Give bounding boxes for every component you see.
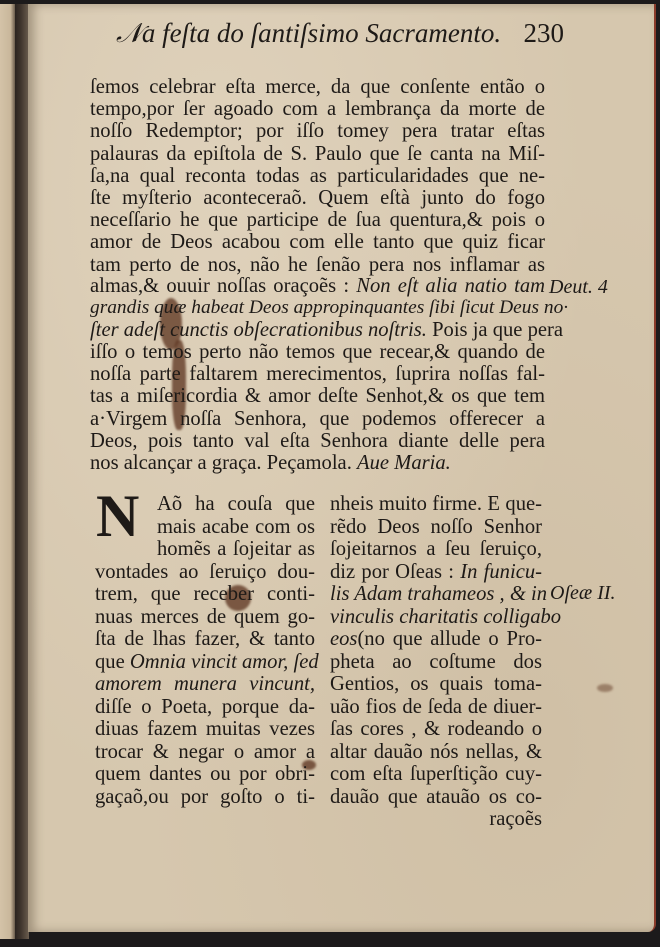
margin-note-oseae: Oſeæ II. — [550, 582, 616, 604]
ink-stain — [597, 684, 613, 692]
latin-italic: eos — [330, 628, 358, 650]
column-line: ſta de lhas fazer, & tanto — [95, 628, 315, 650]
text-line: amor de Deos acabou com elle tanto que quiz ficar — [90, 231, 545, 254]
text-line: a·Virgem noſſa Senhora, que podemos offerecer a — [90, 407, 545, 430]
drop-cap: N — [96, 483, 140, 549]
column-line: Gentios, os quais toma- — [330, 673, 542, 695]
catchword: raçoẽs — [489, 808, 542, 830]
quote-line — [95, 650, 319, 674]
running-header — [116, 16, 564, 50]
book-gutter — [15, 4, 29, 939]
left-column — [95, 493, 319, 808]
column-line: mais acabe com os — [157, 515, 315, 538]
text-line: ſemos celebrar eſta merce, da que conſente então o — [90, 76, 545, 98]
text-line: Deos, pois tanto val eſta Senhora diante delle pera — [90, 429, 545, 452]
column-line: ſas cores , & rodeando o — [330, 718, 542, 740]
column-line: pheta ao coſtume dos — [330, 650, 542, 673]
previous-page-edge — [0, 4, 15, 939]
column-line: Aõ ha couſa que — [157, 493, 315, 515]
column-line: gaçaõ,ou por goſto o ti- — [95, 785, 315, 808]
latin-line-2: grandis quæ habeat Deos appropinquantes ſibi ſicut Deus no· — [90, 297, 569, 318]
column-line: trocar & negar o amor a — [95, 740, 315, 763]
quote-line: amorem munera vincunt, — [95, 673, 315, 695]
text-line: ſte myſterio aconteceraõ. Quem eſtà junto do fogo — [90, 187, 545, 209]
column-line: dauão que atauão os co- — [330, 785, 542, 808]
page-number: 230 — [523, 18, 564, 48]
header-title: 𝒩a feſta do ſantiſsimo Sacramento. — [116, 18, 502, 48]
closing-line: nos alcançar a graça. Peçamola. Aue Maria. — [90, 452, 451, 474]
column-line: altar dauão nós nellas, & — [330, 740, 542, 763]
latin-line: vinculis charitatis colligabo — [330, 605, 562, 628]
column-line: uão fios de ſeda de diuer- — [330, 695, 542, 718]
column-line: com eſta ſuperſtição cuy- — [330, 763, 542, 785]
latin-italic: In funicu- — [460, 560, 542, 583]
right-column — [330, 493, 562, 831]
text-line: noſſa parte faltarem merecimentos, ſuprira noſſas fal- — [90, 363, 545, 386]
latin-roman: diz por Oſeas : — [330, 560, 461, 583]
column-line: rẽdo Deos noſſo Senhor — [330, 515, 542, 538]
column-line: diuas fazem muitas vezes — [95, 718, 315, 740]
latin-line: lis Adam trahameos , & in — [330, 583, 548, 605]
column-line: quem dantes ou por obri- — [95, 763, 315, 785]
latin-line-1: almas,& ouuir noſſas oraçoẽs : Non eſt alia natio tam — [90, 275, 545, 297]
column-line: nheis muito firme. E que- — [330, 493, 542, 515]
margin-note-deut: Deut. 4 — [549, 276, 608, 298]
latin-roman: (no que allude o Pro- — [357, 628, 542, 650]
text-line: tempo,por ſer agoado com a lembrança da morte de — [90, 98, 545, 121]
text-line: ſa,na qual reconta todas as particularidades que ne- — [90, 164, 545, 187]
column-line: trem, que receber conti- — [95, 583, 315, 605]
text-line: iſſo o temos perto não temos que recear,& quando de — [90, 341, 545, 363]
column-line: vontades ao ſeruiço dou- — [95, 560, 315, 583]
column-line: homẽs a ſojeitar as — [157, 538, 315, 560]
latin-line — [330, 561, 542, 584]
latin-line-3: ſter adeſt cunctis obſecrationibus noſtris. Pois ja que pera — [90, 319, 564, 341]
column-line: diſſe o Poeta, porque da- — [95, 695, 315, 718]
latin-line — [330, 628, 542, 651]
column-line: ſojeitarnos a ſeu ſeruiço, — [330, 538, 542, 560]
quote-italic: Omnia vincit amor, ſed — [129, 650, 319, 673]
column-line: nuas merces de quem go- — [95, 605, 315, 628]
quote-roman: que — [95, 650, 130, 673]
text-line: palauras da epiſtola de S. Paulo que ſe canta na Miſ- — [90, 142, 545, 165]
text-line: tas a miſericordia & amor deſte Senhot,& os que tem — [90, 385, 545, 408]
text-line: neceſſario he que participe de ſua quentura,& pois o — [90, 209, 545, 232]
text-line: noſſo Redemptor; por iſſo tomey pera tratar eſtas — [90, 120, 545, 143]
text-line: tam perto de nos, não he ſenão pera nos inflamar as — [90, 253, 545, 276]
